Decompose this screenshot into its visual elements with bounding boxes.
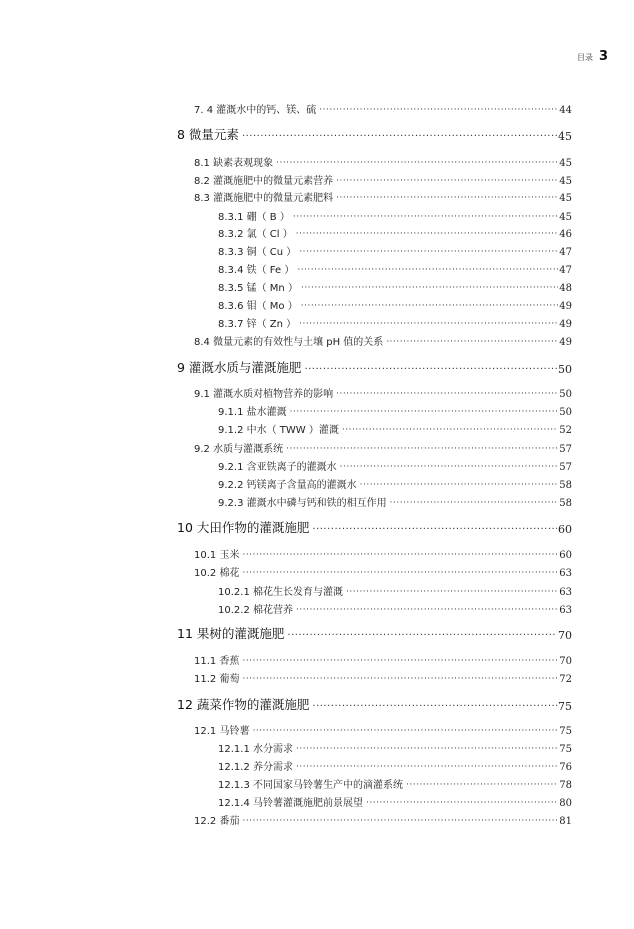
toc-entry-page: 80	[559, 798, 572, 809]
toc-entry-page: 50	[559, 407, 572, 418]
toc-entry-title: 10.2.1 棉花生长发育与灌溉	[218, 587, 343, 598]
toc-entry[interactable]	[194, 185, 572, 204]
toc-entry-page: 44	[559, 105, 572, 116]
toc-entry-title: 12 蔬菜作物的灌溉施肥	[177, 697, 310, 712]
toc-entry-title: 8.4 微量元素的有效性与土壤 pH 值的关系	[194, 337, 384, 348]
dot-leader	[252, 718, 558, 737]
dot-leader	[299, 311, 558, 330]
toc-entry-page: 75	[559, 726, 572, 737]
toc-entry-title: 9.2.1 含亚铁离子的灌溉水	[218, 462, 337, 473]
toc-entry-page: 49	[559, 337, 572, 348]
toc-entry-title: 8.3.4 铁（ Fe ）	[218, 265, 295, 276]
toc-entry-title: 8.1 缺素表观现象	[194, 158, 274, 169]
toc-entry-title: 8.3.6 钼（ Mo ）	[218, 301, 298, 312]
toc-entry[interactable]	[218, 579, 572, 598]
toc-entry-title: 12.1.1 水分需求	[218, 744, 293, 755]
dot-leader	[290, 399, 559, 418]
toc-entry-title: 12.1.2 养分需求	[218, 762, 293, 773]
toc-entry-page: 57	[559, 444, 572, 455]
toc-entry[interactable]	[218, 293, 572, 312]
toc-entry-title: 8 微量元素	[177, 127, 239, 142]
toc-entry-page: 50	[558, 363, 572, 376]
dot-leader	[242, 808, 558, 827]
toc-entry[interactable]	[218, 239, 572, 258]
toc-entry[interactable]	[218, 597, 572, 616]
toc-entry-title: 11.2 葡萄	[194, 674, 240, 685]
dot-leader	[390, 490, 559, 509]
toc-entry[interactable]	[218, 399, 572, 418]
toc-entry[interactable]	[218, 472, 572, 491]
toc-entry-title: 8.3 灌溉施肥中的微量元素肥料	[194, 193, 334, 204]
toc-entry[interactable]	[177, 124, 572, 143]
toc-entry[interactable]	[194, 542, 572, 561]
toc-entry-page: 60	[558, 523, 572, 536]
dot-leader	[312, 517, 557, 536]
toc-entry[interactable]	[177, 623, 572, 642]
dot-leader	[301, 293, 559, 312]
dot-leader	[342, 417, 558, 436]
toc-entry-title: 9 灌溉水质与灌溉施肥	[177, 360, 302, 375]
toc-entry[interactable]	[218, 275, 572, 294]
toc-entry-page: 47	[559, 265, 572, 276]
toc-entry-title: 9.2.3 灌溉水中磷与钙和铁的相互作用	[218, 498, 387, 509]
toc-entry-title: 11.1 香蕉	[194, 656, 240, 667]
dot-leader	[276, 150, 558, 169]
toc-entry-page: 50	[559, 389, 572, 400]
toc-entry-title: 8.3.3 铜（ Cu ）	[218, 247, 297, 258]
dot-leader	[336, 185, 558, 204]
toc-entry-page: 70	[558, 629, 572, 642]
toc-entry[interactable]	[194, 808, 572, 827]
toc-entry-title: 7. 4 灌溉水中的钙、镁、硫	[194, 105, 317, 116]
toc-entry-page: 45	[559, 158, 572, 169]
dot-leader	[287, 623, 557, 642]
toc-entry-title: 9.1.2 中水（ TWW ）灌溉	[218, 425, 339, 436]
toc-entry-page: 63	[559, 605, 572, 616]
toc-entry-title: 12.1.3 不同国家马铃薯生产中的滴灌系统	[218, 780, 403, 791]
toc-entry-page: 45	[559, 212, 572, 223]
toc-entry-page: 81	[559, 816, 572, 827]
toc-entry-title: 12.1 马铃薯	[194, 726, 250, 737]
toc-entry-page: 72	[559, 674, 572, 685]
dot-leader	[242, 666, 558, 685]
toc-entry-page: 49	[559, 301, 572, 312]
toc-entry[interactable]	[194, 560, 572, 579]
toc-entry[interactable]	[218, 490, 572, 509]
dot-leader	[242, 542, 558, 561]
toc-entry-page: 63	[559, 587, 572, 598]
toc-entry[interactable]	[194, 648, 572, 667]
dot-leader	[304, 357, 557, 376]
toc-entry-page: 47	[559, 247, 572, 258]
header-page-number: 3	[598, 49, 608, 64]
toc-entry-page: 49	[559, 319, 572, 330]
toc-entry[interactable]	[194, 718, 572, 737]
toc-entry-page: 60	[559, 550, 572, 561]
toc-entry[interactable]	[177, 357, 572, 376]
toc-entry-title: 10 大田作物的灌溉施肥	[177, 520, 310, 535]
toc-entry-page: 52	[559, 425, 572, 436]
toc-entry[interactable]	[218, 257, 572, 276]
dot-leader	[301, 275, 558, 294]
toc-entry[interactable]	[218, 772, 572, 791]
toc-entry[interactable]	[218, 454, 572, 473]
toc-entry-title: 12.2 番茄	[194, 816, 240, 827]
toc-entry[interactable]	[194, 329, 572, 348]
dot-leader	[346, 579, 558, 598]
toc-entry-title: 10.1 玉米	[194, 550, 240, 561]
toc-entry-page: 58	[559, 480, 572, 491]
dot-leader	[319, 97, 558, 116]
dot-leader	[360, 472, 559, 491]
toc-entry[interactable]	[218, 417, 572, 436]
toc-entry-page: 46	[559, 229, 572, 240]
toc-entry-title: 11 果树的灌溉施肥	[177, 626, 285, 641]
toc-entry-title: 8.3.2 氯（ Cl ）	[218, 229, 293, 240]
dot-leader	[242, 560, 558, 579]
toc-entry[interactable]	[177, 694, 572, 713]
toc-entry[interactable]	[218, 736, 572, 755]
toc-entry-page: 58	[559, 498, 572, 509]
dot-leader	[386, 329, 558, 348]
dot-leader	[340, 454, 559, 473]
dot-leader	[406, 772, 558, 791]
dot-leader	[296, 754, 558, 773]
toc-entry[interactable]	[218, 790, 572, 809]
dot-leader	[366, 790, 558, 809]
toc-entry-page: 70	[559, 656, 572, 667]
toc-entry[interactable]	[194, 381, 572, 400]
toc-entry[interactable]	[218, 311, 572, 330]
dot-leader	[296, 736, 558, 755]
toc-entry-page: 45	[558, 130, 572, 143]
running-header	[577, 49, 608, 64]
toc-entry-page: 76	[559, 762, 572, 773]
toc-entry[interactable]	[194, 436, 572, 455]
toc-entry-title: 10.2 棉花	[194, 568, 240, 579]
toc-entry-page: 75	[558, 700, 572, 713]
dot-leader	[242, 648, 558, 667]
toc-entry-page: 57	[559, 462, 572, 473]
toc-entry-title: 8.3.7 锌（ Zn ）	[218, 319, 297, 330]
dot-leader	[312, 694, 557, 713]
toc-entry-title: 10.2.2 棉花营养	[218, 605, 293, 616]
toc-entry-page: 63	[559, 568, 572, 579]
toc-entry-page: 45	[559, 193, 572, 204]
toc-entry-title: 9.1.1 盐水灌溉	[218, 407, 287, 418]
toc-entry[interactable]	[194, 150, 572, 169]
toc-entry-title: 12.1.4 马铃薯灌溉施肥前景展望	[218, 798, 363, 809]
toc-entry-page: 75	[559, 744, 572, 755]
dot-leader	[297, 257, 558, 276]
toc-entry[interactable]	[218, 754, 572, 773]
toc-entry[interactable]	[177, 517, 572, 536]
dot-leader	[336, 381, 558, 400]
toc-entry[interactable]	[194, 666, 572, 685]
dot-leader	[296, 221, 559, 240]
header-label: 目录	[576, 53, 593, 62]
toc-entry-title: 8.3.5 锰（ Mn ）	[218, 283, 298, 294]
toc-entry-page: 45	[559, 176, 572, 187]
toc-entry-title: 8.2 灌溉施肥中的微量元素营养	[194, 176, 334, 187]
dot-leader	[299, 239, 558, 258]
toc-entry[interactable]	[194, 97, 572, 116]
dot-leader	[296, 597, 558, 616]
toc-entry[interactable]	[218, 221, 572, 240]
toc-entry-page: 78	[559, 780, 572, 791]
dot-leader	[242, 124, 557, 143]
toc-entry-title: 9.2.2 钙镁离子含量高的灌溉水	[218, 480, 357, 491]
toc-entry-title: 9.2 水质与灌溉系统	[194, 444, 284, 455]
toc-entry-title: 8.3.1 硼（ B ）	[218, 212, 290, 223]
toc-entry-page: 48	[559, 283, 572, 294]
dot-leader	[286, 436, 558, 455]
toc-entry-title: 9.1 灌溉水质对植物营养的影响	[194, 389, 334, 400]
